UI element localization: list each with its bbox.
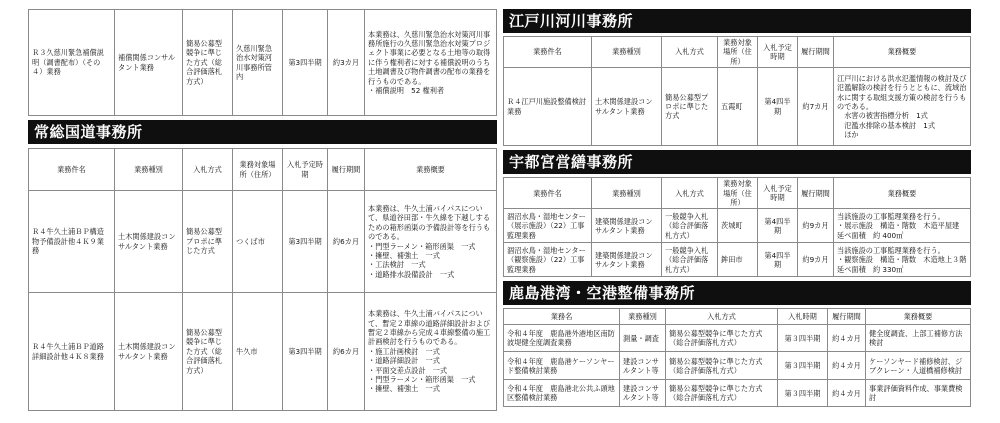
col-header: 入札方式	[662, 37, 718, 68]
cell-method: 簡易公募型プロポに準じた方式	[183, 191, 233, 293]
cell-summary: 健全度調査、上部工補修方法検討	[866, 325, 971, 352]
col-header: 業務種別	[115, 149, 183, 191]
cell-type: 建築関係建設コンサルタント業務	[592, 209, 662, 243]
office-title-joso: 常総国道事務所	[28, 120, 497, 144]
office-title-edogawa: 江戸川河川事務所	[503, 9, 971, 33]
cell-method: 一般競争入札（総合評価落札方式）	[662, 243, 718, 277]
cell-summary: 事業評価資料作成、事業費検討	[866, 380, 971, 407]
left-column	[28, 9, 497, 411]
col-header: 業務対象場所（住所）	[718, 178, 758, 209]
cell-type: 土木関係建設コンサルタント業務	[592, 68, 662, 146]
col-header: 入札予定時期	[758, 178, 798, 209]
cell-type: 土木関係建設コンサルタント業務	[115, 191, 183, 293]
col-header: 履行期間	[328, 149, 365, 191]
cell-place: 茨城町	[718, 209, 758, 243]
cell-method: 一般競争入札（総合評価落札方式）	[662, 209, 718, 243]
cell-name: Ｒ３久慈川緊急補償説明（調書配布）（その４）業務	[29, 10, 115, 116]
continued-table	[28, 9, 497, 116]
col-header: 業務件名	[504, 178, 592, 209]
table-row	[504, 325, 971, 352]
cell-period: 第4四半期	[758, 68, 798, 146]
table-row	[504, 209, 971, 243]
col-header: 業務対象場所（住所）	[233, 149, 283, 191]
col-header: 入札予定時期	[758, 37, 798, 68]
table-header-row	[504, 37, 971, 68]
cell-summary: 当該施設の工事監理業務を行う。 ・観察施設 構造・階数 木造地上３階 延べ面積 約 330㎡	[834, 243, 971, 277]
cell-name: 涸沼水鳥・湿地センター（観察施設）（22）工事監理業務	[504, 243, 592, 277]
cell-place: 五霞町	[718, 68, 758, 146]
cell-term: 約9カ月	[798, 243, 834, 277]
cell-period: 第３四半期	[778, 380, 828, 407]
joso-table	[28, 148, 497, 411]
cell-type: 土木関係建設コンサルタント業務	[115, 293, 183, 411]
cell-period: 第3四半期	[283, 293, 328, 411]
table-header-row	[504, 178, 971, 209]
cell-type: 建設コンサルタント等	[620, 352, 666, 380]
table-header-row	[29, 149, 497, 191]
cell-name: Ｒ４牛久土浦ＢＰ構造物予備設計他４Ｋ９業務	[29, 191, 115, 293]
cell-term: 約４カ月	[828, 352, 866, 380]
col-header: 入札時期	[778, 309, 828, 325]
cell-term: 約４カ月	[828, 325, 866, 352]
utsunomiya-table	[503, 177, 971, 277]
cell-summary: 本業務は、牛久土浦バイパスについて、暫定２車線の道路詳細設計および暫定２車線から完成４車線整備の施工計画検討を行うものである。 ・施工計画検討 一式 ・道路詳細設計 一式 ・平面交差点設計 一式 ・門型ラーメン・箱形函渠 一式 ・擁壁、補強土 一式	[365, 293, 497, 411]
cell-period: 第4四半期	[758, 209, 798, 243]
table-row	[504, 380, 971, 407]
cell-method: 簡易公募型プロポに準じた方式	[662, 68, 718, 146]
cell-term: 約9カ月	[798, 209, 834, 243]
cell-period: 第3四半期	[283, 191, 328, 293]
col-header: 業務種別	[592, 37, 662, 68]
col-header: 入札方式	[666, 309, 778, 325]
cell-period: 第4四半期	[758, 243, 798, 277]
cell-method: 簡易公募型競争に準じた方式（総合評価落札方式）	[666, 352, 778, 380]
cell-period: 第3四半期	[283, 10, 328, 116]
col-header: 入札方式	[183, 149, 233, 191]
col-header: 業務概要	[365, 149, 497, 191]
cell-type: 測量・調査	[620, 325, 666, 352]
cell-period: 第３四半期	[778, 352, 828, 380]
col-header: 履行期間	[798, 178, 834, 209]
cell-place: 牛久市	[233, 293, 283, 411]
col-header: 業務概要	[866, 309, 971, 325]
right-column	[503, 9, 971, 407]
cell-name: 涸沼水鳥・湿地センター（展示施設）（22）工事監理業務	[504, 209, 592, 243]
cell-summary: 本業務は、久慈川緊急治水対策河川事務所施行の久慈川緊急治水対策プロジェクト事業に必要となる土地等の取得に伴う権利者に対する補償説明のうち土地調書及び物件調書の配布の業務を行うものである。 ・補償説明 52 権利者	[365, 10, 497, 116]
cell-period: 第３四半期	[778, 325, 828, 352]
cell-place: 久慈川緊急治水対策河川事務所管内	[233, 10, 283, 116]
cell-method: 簡易公募型競争に準じた方式（総合評価落札方式）	[666, 380, 778, 407]
cell-summary: ケーソンヤード補修検討、ジブクレーン・人道橋補修検討	[866, 352, 971, 380]
cell-type: 補償関係コンサルタント業務	[115, 10, 183, 116]
col-header: 業務種別	[592, 178, 662, 209]
cell-term: 約6カ月	[328, 293, 365, 411]
cell-place: 鉾田市	[718, 243, 758, 277]
col-header: 業務名	[504, 309, 620, 325]
table-row	[504, 68, 971, 146]
cell-summary: 本業務は、牛久土浦バイパスについて、県道谷田部・牛久線を下越しするための箱形函渠の予備設計等を行うものである。 ・門型ラーメン・箱形函渠 一式 ・擁壁、補強土 一式 ・工法検討 一式 ・道路排水設備設計 一式	[365, 191, 497, 293]
table-header-row	[504, 309, 971, 325]
col-header: 業務件名	[29, 149, 115, 191]
col-header: 業務種別	[620, 309, 666, 325]
cell-summary: 当該施設の工事監理業務を行う。 ・展示施設 構造・階数 木造平屋建 延べ面積 約 400㎡	[834, 209, 971, 243]
cell-type: 建設コンサルタント等	[620, 380, 666, 407]
col-header: 業務件名	[504, 37, 592, 68]
edogawa-table	[503, 36, 971, 146]
cell-method: 簡易公募型競争に準じた方式（総合評価落札方式）	[183, 10, 233, 116]
col-header: 履行期間	[798, 37, 834, 68]
cell-name: 令和４年度 鹿島港ケーソンヤード整備検討業務	[504, 352, 620, 380]
cell-term: 約7カ月	[798, 68, 834, 146]
col-header: 業務対象場所（住所）	[718, 37, 758, 68]
cell-name: 令和４年度 鹿島港北公共ふ頭地区整備検討業務	[504, 380, 620, 407]
office-title-kashima: 鹿島港湾・空港整備事務所	[503, 281, 971, 305]
table-row	[29, 10, 497, 116]
col-header: 履行期間	[828, 309, 866, 325]
cell-summary: 江戸川における洪水氾濫情報の検討及び氾濫解除の検討を行うとともに、流域治水に関する取組支援方策の検討を行うものである。 水害の被害指標分析 1式 氾濫水排除の基本検討 1式 ほか	[834, 68, 971, 146]
office-title-utsunomiya: 宇都宮営繕事務所	[503, 150, 971, 174]
table-row	[504, 352, 971, 380]
col-header: 入札方式	[662, 178, 718, 209]
cell-method: 簡易公募型競争に準じた方式（総合評価落札方式）	[183, 293, 233, 411]
cell-name: Ｒ４牛久土浦ＢＰ道路詳細設計他４Ｋ８業務	[29, 293, 115, 411]
col-header: 入札予定時期	[283, 149, 328, 191]
table-row	[29, 191, 497, 293]
cell-term: 約3カ月	[328, 10, 365, 116]
table-row	[29, 293, 497, 411]
cell-method: 簡易公募型競争に準じた方式（総合評価落札方式）	[666, 325, 778, 352]
cell-name: Ｒ４江戸川施設整備検討業務	[504, 68, 592, 146]
cell-type: 建築関係建設コンサルタント業務	[592, 243, 662, 277]
cell-term: 約6カ月	[328, 191, 365, 293]
cell-place: つくば市	[233, 191, 283, 293]
col-header: 業務概要	[834, 178, 971, 209]
table-row	[504, 243, 971, 277]
col-header: 業務概要	[834, 37, 971, 68]
cell-name: 令和４年度 鹿島港外港地区南防波堤健全度調査業務	[504, 325, 620, 352]
cell-term: 約４カ月	[828, 380, 866, 407]
kashima-table	[503, 308, 971, 407]
